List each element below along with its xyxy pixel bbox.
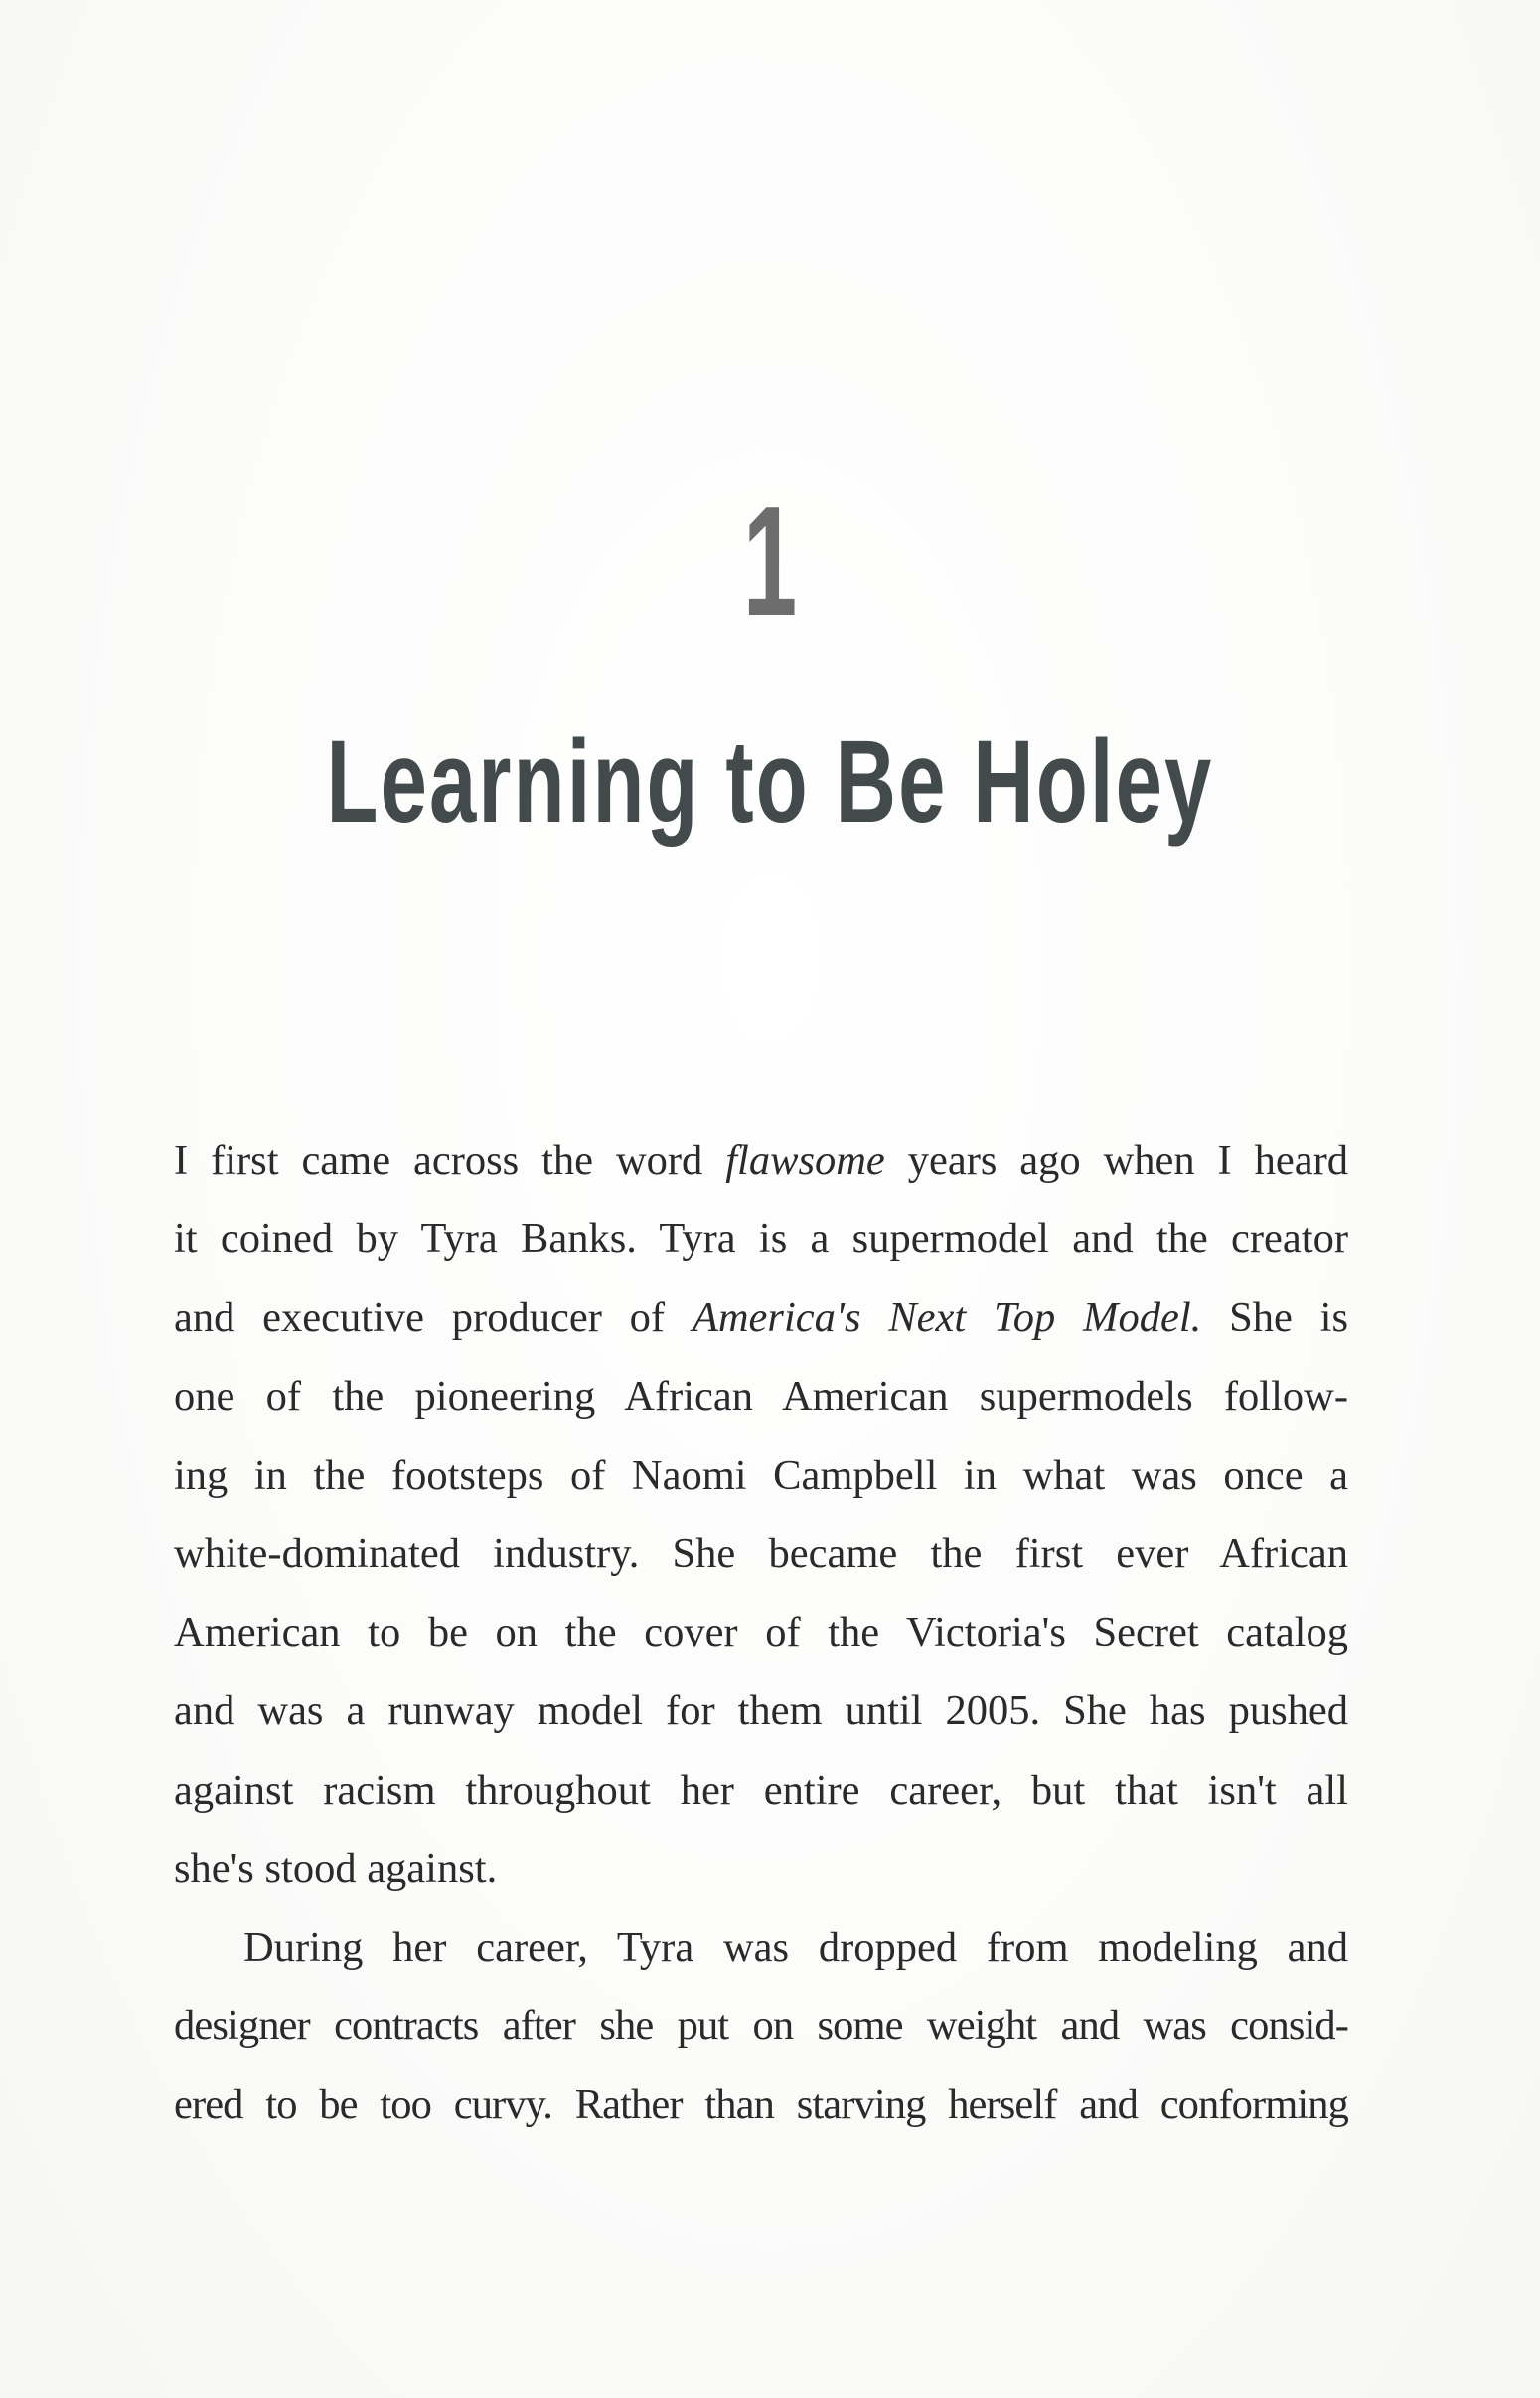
chapter-title: Learning to Be Holey: [326, 717, 1214, 848]
paragraph-1-line-4: one of the pioneering African American supermodels follow-: [174, 1372, 1348, 1420]
paragraph-2-line-2: designer contracts after she put on some weight and was consid-: [174, 2002, 1348, 2050]
paragraph-1-line-8: and was a runway model for them until 2005. She has pushed: [174, 1687, 1348, 1735]
paragraph-1-line-3: and executive producer of America's Next Top Model. She is: [174, 1294, 1348, 1342]
paragraph-1-line-7: American to be on the cover of the Victoria's Secret catalog: [174, 1609, 1348, 1657]
paragraph-1-line-10: she's stood against.: [174, 1844, 498, 1892]
paragraph-1-line-5: ing in the footsteps of Naomi Campbell in what was once a: [174, 1451, 1348, 1499]
italic-show-title: America's Next Top Model.: [692, 1294, 1202, 1342]
paragraph-2-line-3: ered to be too curvy. Rather than starving herself and conforming: [174, 2081, 1348, 2129]
paragraph-1-line-6: white-dominated industry. She became the first ever African: [174, 1529, 1348, 1577]
italic-word-flawsome: flawsome: [725, 1137, 885, 1184]
paragraph-1-line-2: it coined by Tyra Banks. Tyra is a supermodel and the creator: [174, 1215, 1348, 1263]
body-text: [174, 1121, 1348, 2144]
paragraph-1-line-1: I first came across the word flawsome years ago when I heard: [174, 1137, 1348, 1184]
paragraph-1-line-9: against racism throughout her entire career, but that isn't all: [174, 1766, 1348, 1814]
paragraph-2-line-1: During her career, Tyra was dropped from modeling and: [243, 1923, 1348, 1971]
chapter-number: 1: [742, 474, 798, 649]
